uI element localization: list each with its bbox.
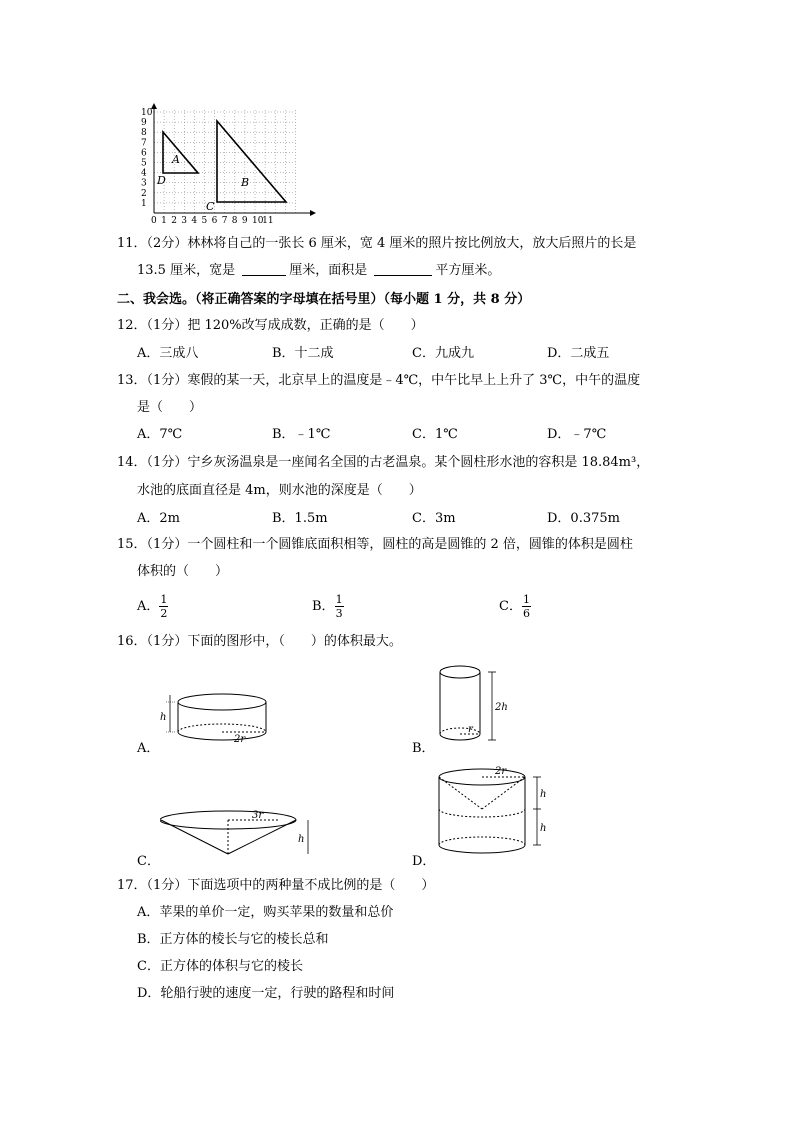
q14-stem-line1: 14．（1分）宁乡灰汤温泉是一座闻名全国的古老温泉。某个圆柱形水池的容积是 18.84m³， xyxy=(117,455,650,470)
q16-option-c[interactable]: C． xyxy=(137,854,160,869)
y-tick-label: 3 xyxy=(141,178,147,189)
q15-option-c-fraction: $\frac{1}{6}$ xyxy=(522,593,530,620)
q16-figure-c-cone xyxy=(160,806,320,864)
svg-text:h: h xyxy=(160,712,167,723)
section2-heading: 二、我会选。（将正确答案的字母填在括号里）（每小题 1 分，共 8 分） xyxy=(117,292,531,307)
x-tick-label: 7 xyxy=(221,216,228,225)
q15-stem-line1: 15．（1分）一个圆柱和一个圆锥底面积相等，圆柱的高是圆锥的 2 倍，圆锥的体积是圆柱 xyxy=(117,537,633,552)
q12-stem: 12．（1分）把 120%改写成成数，正确的是（ ） xyxy=(117,318,424,333)
q13-stem-line2: 是（ ） xyxy=(137,400,203,415)
triangle-b xyxy=(217,121,286,202)
x-tick-label: 3 xyxy=(181,216,188,225)
svg-text:r: r xyxy=(468,724,473,735)
q11-line2a: 13.5 厘米，宽是 xyxy=(137,263,236,278)
q12-option-d[interactable]: D．二成五 xyxy=(547,346,610,361)
svg-text:2r: 2r xyxy=(234,734,246,745)
x-tick-label: 0 xyxy=(151,216,157,225)
label-c: C xyxy=(206,200,215,213)
x-tick-label: 9 xyxy=(241,216,248,225)
q15-option-a-fraction: $\frac{1}{2}$ xyxy=(160,593,168,620)
q11-line1: 11．（2分）林林将自己的一张长 6 厘米，宽 4 厘米的照片按比例放大，放大后照片的长是 xyxy=(117,236,637,251)
q17-option-a[interactable]: A．苹果的单价一定，购买苹果的数量和总价 xyxy=(137,905,394,920)
q17-option-b[interactable]: B．正方体的棱长与它的棱长总和 xyxy=(137,932,329,947)
q13-option-c[interactable]: C．1℃ xyxy=(412,427,458,442)
x-tick-label: 10 xyxy=(252,216,264,225)
q15-option-c-letter: C． xyxy=(499,599,522,614)
q17-option-c[interactable]: C．正方体的体积与它的棱长 xyxy=(137,959,303,974)
y-tick-label: 7 xyxy=(141,138,147,149)
q11-blank-width[interactable] xyxy=(242,263,286,276)
q14-option-c[interactable]: C．3m xyxy=(412,511,456,526)
x-tick-label: 8 xyxy=(231,216,238,225)
q15-option-a-letter: A． xyxy=(137,599,160,614)
q14-option-d[interactable]: D．0.375m xyxy=(547,511,620,526)
q13-option-d[interactable]: D．﹣7℃ xyxy=(547,427,607,442)
x-tick-label: 6 xyxy=(211,216,218,225)
x-tick-label: 4 xyxy=(191,216,198,225)
q16-figure-b-cylinder xyxy=(432,662,512,748)
x-tick-label: 2 xyxy=(171,216,177,225)
y-tick-label: 4 xyxy=(141,168,147,179)
q15-option-b-fraction: $\frac{1}{3}$ xyxy=(335,593,343,620)
q16-option-d[interactable]: D． xyxy=(412,854,436,869)
q12-option-a[interactable]: A．三成八 xyxy=(137,346,199,361)
q16-figure-a-cylinder xyxy=(158,690,278,755)
q15-option-c[interactable] xyxy=(499,592,531,622)
svg-text:3r: 3r xyxy=(252,810,264,821)
svg-text:h: h xyxy=(540,823,547,834)
q16-option-a[interactable]: A． xyxy=(137,741,160,756)
q17-stem: 17．（1分）下面选项中的两种量不成比例的是（ ） xyxy=(117,878,435,893)
q15-option-b-letter: B． xyxy=(312,599,335,614)
label-b: B xyxy=(241,176,250,189)
q12-option-c[interactable]: C．九成九 xyxy=(412,346,474,361)
y-tick-label: 2 xyxy=(141,188,147,199)
q16-figure-d-cylinder-cone xyxy=(437,765,557,860)
q11-line2 xyxy=(137,263,500,279)
y-tick-label: 1 xyxy=(141,198,147,209)
q12-option-b[interactable]: B．十二成 xyxy=(272,346,334,361)
x-tick-label: 1 xyxy=(161,216,167,225)
label-a: A xyxy=(172,153,180,166)
svg-text:h: h xyxy=(540,789,547,800)
q14-option-b[interactable]: B．1.5m xyxy=(272,511,328,526)
y-tick-label: 9 xyxy=(141,118,147,129)
triangle-a xyxy=(163,132,198,173)
grid-figure xyxy=(140,100,320,225)
q14-stem-line2: 水池的底面直径是 4m，则水池的深度是（ ） xyxy=(137,483,422,498)
svg-text:h: h xyxy=(298,834,305,845)
q13-stem-line1: 13．（1分）寒假的某一天，北京早上的温度是﹣4℃，中午比早上上升了 3℃，中午的温度 xyxy=(117,373,641,388)
y-tick-label: 10 xyxy=(141,108,153,118)
x-tick-labels xyxy=(151,216,274,225)
q11-blank-area[interactable] xyxy=(374,263,432,276)
q15-option-b[interactable] xyxy=(312,592,344,622)
y-tick-label: 8 xyxy=(141,128,147,139)
q16-stem: 16．（1分）下面的图形中，（ ）的体积最大。 xyxy=(117,634,402,649)
q13-option-a[interactable]: A．7℃ xyxy=(137,427,183,442)
x-tick-label: 11 xyxy=(262,216,274,225)
svg-text:2h: 2h xyxy=(495,702,508,713)
q15-option-a[interactable] xyxy=(137,592,168,622)
q13-option-b[interactable]: B．﹣1℃ xyxy=(272,427,331,442)
q11-line2c: 平方厘米。 xyxy=(435,263,501,278)
q16-option-b[interactable]: B． xyxy=(412,741,435,756)
x-tick-label: 5 xyxy=(201,216,208,225)
label-d: D xyxy=(157,174,166,187)
q15-stem-line2: 体积的（ ） xyxy=(137,564,229,579)
y-tick-labels xyxy=(141,108,153,209)
y-tick-label: 6 xyxy=(141,148,147,159)
q11-line2b: 厘米，面积是 xyxy=(289,263,368,278)
svg-text:2r: 2r xyxy=(495,766,507,777)
q17-option-d[interactable]: D．轮船行驶的速度一定，行驶的路程和时间 xyxy=(137,986,395,1001)
y-tick-label: 5 xyxy=(141,158,147,169)
q14-option-a[interactable]: A．2m xyxy=(137,511,180,526)
